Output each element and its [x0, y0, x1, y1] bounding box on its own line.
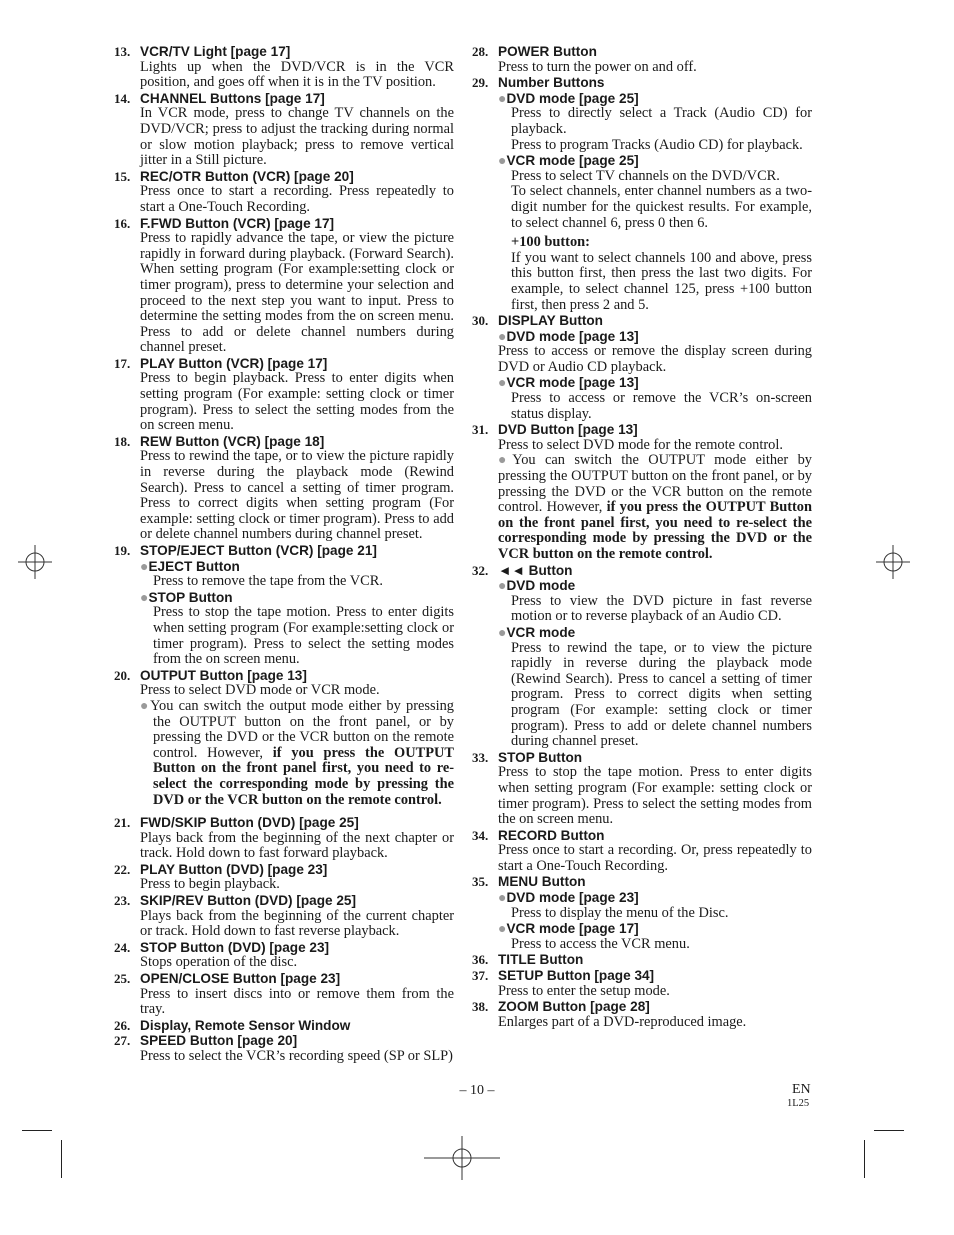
left-column [114, 44, 454, 1065]
right-column [472, 44, 812, 1030]
item-body: Enlarges part of a DVD-reproduced image. [498, 1013, 747, 1030]
item-number: 22. [114, 861, 131, 877]
item-number: 30. [472, 313, 489, 329]
items-33-34 [472, 750, 812, 875]
list-item [114, 1018, 454, 1034]
item-title: FWD/SKIP Button (DVD) [page 25] [140, 815, 359, 831]
language-code: EN [792, 1082, 811, 1097]
item-title: CHANNEL Buttons [page 17] [140, 90, 325, 106]
item-body: Press to insert discs into or remove them from the tray. [140, 985, 454, 1018]
item-number: 35. [472, 874, 489, 890]
item-title: DVD Button [page 13] [498, 422, 638, 438]
item-title: MENU Button [498, 874, 586, 890]
item-number: 21. [114, 815, 131, 831]
crop-mark [61, 1140, 62, 1178]
item-title: POWER Button [498, 44, 597, 59]
item-number: 29. [472, 75, 489, 91]
model-code: 1L25 [787, 1098, 810, 1109]
bullet-icon: ● [498, 327, 507, 344]
item-title: REC/OTR Button (VCR) [page 20] [140, 168, 354, 184]
note: ●You can switch the output mode either by pressing the OUTPUT button on the front panel, or by pressing the DVD or the VCR button on the remote control. However, if you press the OUTPUT Button on the front panel first, you need to re-select the corresponding mode by pressing the DVD or the VCR button on the remote control. [140, 697, 454, 808]
item-28 [472, 44, 812, 75]
bullet-icon: ● [498, 374, 507, 391]
registration-mark-left [18, 545, 52, 579]
item-title: STOP Button (DVD) [page 23] [140, 939, 330, 955]
items-21-27 [114, 815, 454, 1065]
item-body: Press to turn the power on and off. [498, 58, 697, 75]
sub-heading: ●VCR mode [498, 623, 576, 640]
item-number: 20. [114, 667, 131, 683]
sub-body: Press to access or remove the display screen during DVD or Audio CD playback. [498, 343, 812, 375]
item-title: TITLE Button [498, 952, 584, 968]
sub-body: Press to stop the tape motion. Press to enter digits when setting program (For example:setting clock or timer program). Press to select the setting modes from the on screen menu. [153, 604, 454, 668]
item-title: PLAY Button (VCR) [page 17] [140, 355, 328, 371]
item-number: 25. [114, 971, 131, 987]
list-item [114, 44, 454, 91]
crop-mark [874, 1130, 904, 1131]
item-number: 37. [472, 968, 489, 984]
item-20 [114, 668, 454, 808]
list-item [114, 169, 454, 216]
item-32 [472, 563, 812, 750]
bullet-icon: ● [498, 453, 513, 469]
sub-heading: ●DVD mode [498, 577, 576, 594]
list-item [114, 940, 454, 971]
item-body: Press to stop the tape motion. Press to enter digits when setting program (For example: setting clock or timer program). Press to select the setting modes from the on screen menu. [498, 764, 812, 828]
item-title: SKIP/REV Button (DVD) [page 25] [140, 893, 356, 909]
sub-body: Press to select TV channels on the DVD/VCR. [511, 167, 780, 184]
sub-heading: ●VCR mode [page 25] [498, 152, 639, 169]
item-title: F.FWD Button (VCR) [page 17] [140, 215, 335, 231]
bullet-icon: ● [498, 89, 507, 106]
sub-body: Press to access the VCR menu. [511, 935, 690, 952]
bullet-icon: ● [498, 920, 507, 937]
item-title: Number Buttons [498, 75, 605, 91]
item-number: 34. [472, 827, 489, 843]
sub-body: Press to display the menu of the Disc. [511, 904, 729, 921]
sub-body: Press to program Tracks (Audio CD) for playback. [511, 136, 803, 153]
list-item [472, 968, 812, 999]
plus-100-body: If you want to select channels 100 and above, press this button first, then press the last two digits. For example, to select channel 125, press +100 button first, then press 2 and 5. [511, 249, 812, 313]
list-item [114, 815, 454, 862]
list-item [472, 828, 812, 875]
item-number: 17. [114, 355, 131, 371]
item-body: Press to begin playback. [140, 876, 280, 893]
item-body: Press to rapidly advance the tape, or view the picture rapidly in forward during playback. (Forward Search). When setting program (For example:setting clock or timer program), press to determine your selection and proceed to the next step you want to input. Press to determine the setting modes from the on screen menu. Press to add or delete channel numbers during channel preset. [140, 230, 454, 356]
item-30 [472, 313, 812, 422]
list-item [114, 971, 454, 1018]
bullet-icon: ● [498, 623, 507, 640]
sub-heading: ●DVD mode [page 25] [498, 89, 639, 106]
sub-body: To select channels, enter channel numbers as a two-digit number for the quickest results. For example, to select channel 6, press 0 then 6. [511, 183, 812, 231]
item-body: Press once to start a recording. Or, press repeatedly to start a One-Touch Recording. [498, 842, 812, 874]
sub-body: Press to view the DVD picture in fast reverse motion or to reverse playback of an Audio CD. [511, 592, 812, 625]
list-item [114, 1033, 454, 1064]
item-number: 24. [114, 939, 131, 955]
page-number: – 10 – [459, 1083, 495, 1098]
item-number: 38. [472, 999, 489, 1015]
item-body: Stops operation of the disc. [140, 954, 298, 971]
item-body: Press to select the VCR’s recording speed (SP or SLP) [140, 1048, 453, 1064]
item-title: ZOOM Button [page 28] [498, 999, 650, 1015]
sub-heading: ●STOP Button [140, 588, 233, 605]
registration-mark-right [876, 545, 910, 579]
list-item [114, 862, 454, 893]
list-item [114, 356, 454, 434]
item-number: 27. [114, 1033, 131, 1049]
sub-heading: ●VCR mode [page 13] [498, 374, 639, 391]
bullet-icon: ● [140, 557, 149, 574]
list-item [114, 893, 454, 940]
crop-mark [22, 1130, 52, 1131]
item-35 [472, 874, 812, 952]
item-title: SETUP Button [page 34] [498, 968, 655, 984]
item-title: REW Button (VCR) [page 18] [140, 433, 325, 449]
item-title: RECORD Button [498, 827, 605, 843]
item-title: PLAY Button (DVD) [page 23] [140, 861, 328, 877]
bullet-icon: ● [140, 698, 151, 714]
item-title: OPEN/CLOSE Button [page 23] [140, 971, 341, 987]
item-body: Plays back from the beginning of the next chapter or track. Hold down to fast forward playback. [140, 829, 454, 862]
item-body: Press once to start a recording. Press repeatedly to start a One-Touch Recording. [140, 183, 454, 215]
item-number: 33. [472, 749, 489, 765]
list-item [114, 434, 454, 543]
items-36-38 [472, 952, 812, 1030]
list-item [114, 91, 454, 169]
sub-heading: ●DVD mode [page 13] [498, 327, 639, 344]
bullet-icon: ● [140, 588, 149, 605]
item-number: 19. [114, 543, 131, 558]
sub-heading: ●VCR mode [page 17] [498, 920, 639, 937]
bullet-icon: ● [498, 889, 507, 906]
sub-heading: ●DVD mode [page 23] [498, 889, 639, 906]
list-item [114, 216, 454, 356]
sub-body: Press to remove the tape from the VCR. [153, 573, 383, 590]
plus-100-label: +100 button: [511, 234, 590, 251]
item-title: STOP Button [498, 749, 583, 765]
item-number: 31. [472, 422, 489, 438]
item-body: Press to enter the setup mode. [498, 982, 670, 999]
items-13-18 [114, 44, 454, 543]
item-body: Press to select DVD mode or VCR mode. [140, 682, 380, 699]
spacer [114, 808, 454, 815]
item-body: Press to select DVD mode for the remote control. [498, 436, 783, 453]
note: ●You can switch the OUTPUT mode either by pressing the OUTPUT button on the front panel, or by pressing the DVD or the VCR button on the remote control. However, if you press the OUTPUT Button on the front panel first, you need to re-select the corresponding mode by pressing the DVD or the VCR button on the remote control. [498, 452, 812, 562]
item-title: ◄◄ Button [498, 562, 573, 578]
bullet-icon: ● [498, 152, 507, 169]
item-number: 16. [114, 215, 131, 231]
item-title: OUTPUT Button [page 13] [140, 667, 307, 683]
list-item [472, 999, 812, 1030]
item-number: 13. [114, 44, 131, 59]
item-number: 18. [114, 433, 131, 449]
item-title: DISPLAY Button [498, 313, 603, 329]
item-number: 15. [114, 168, 131, 184]
list-item [472, 750, 812, 828]
item-number: 14. [114, 90, 131, 106]
item-title: SPEED Button [page 20] [140, 1033, 298, 1049]
item-number: 26. [114, 1017, 131, 1033]
item-body: Lights up when the DVD/VCR is in the VCR position, and goes off when it is in the TV position. [140, 58, 454, 91]
item-number: 23. [114, 893, 131, 909]
sub-heading: ●EJECT Button [140, 557, 240, 574]
item-29 [472, 75, 812, 313]
item-19 [114, 543, 454, 668]
item-title: Display, Remote Sensor Window [140, 1017, 351, 1033]
item-number: 36. [472, 952, 489, 968]
crop-mark [864, 1140, 865, 1178]
item-body: Plays back from the beginning of the current chapter or track. Hold down to fast reverse playback. [140, 907, 454, 940]
sub-body: Press to rewind the tape, or to view the picture rapidly in reverse during the playback mode (Rewind Search). Press to cancel a setting of timer program. Press to correct digits when setting program (For example: setting clock or timer program). Press to add or delete channel numbers during channel preset. [511, 639, 812, 750]
item-body: In VCR mode, press to change TV channels on the DVD/VCR; press to adjust the tracking during normal or slow motion playback; press to remove vertical jitter in a Still picture. [140, 105, 454, 169]
sub-body: Press to access or remove the VCR’s on-screen status display. [511, 390, 812, 422]
item-number: 32. [472, 562, 489, 578]
item-body: Press to rewind the tape, or to view the picture rapidly in reverse during the playback mode (Rewind Search). Press to cancel a setting of timer program. Press to correct digits when setting program (For example: setting clock or timer program). Press to add or delete channel numbers during channel preset. [140, 448, 454, 543]
sub-body: Press to directly select a Track (Audio CD) for playback. [511, 105, 812, 137]
bullet-icon: ● [498, 577, 507, 594]
list-item [472, 952, 812, 968]
item-body: Press to begin playback. Press to enter digits when setting program (For example: setting clock or timer program). Press to select the setting modes from the on screen menu. [140, 370, 454, 434]
item-number: 28. [472, 44, 489, 59]
item-31 [472, 422, 812, 562]
item-title: VCR/TV Light [page 17] [140, 44, 291, 59]
registration-mark-bottom [424, 1136, 500, 1180]
item-title: STOP/EJECT Button (VCR) [page 21] [140, 543, 377, 558]
